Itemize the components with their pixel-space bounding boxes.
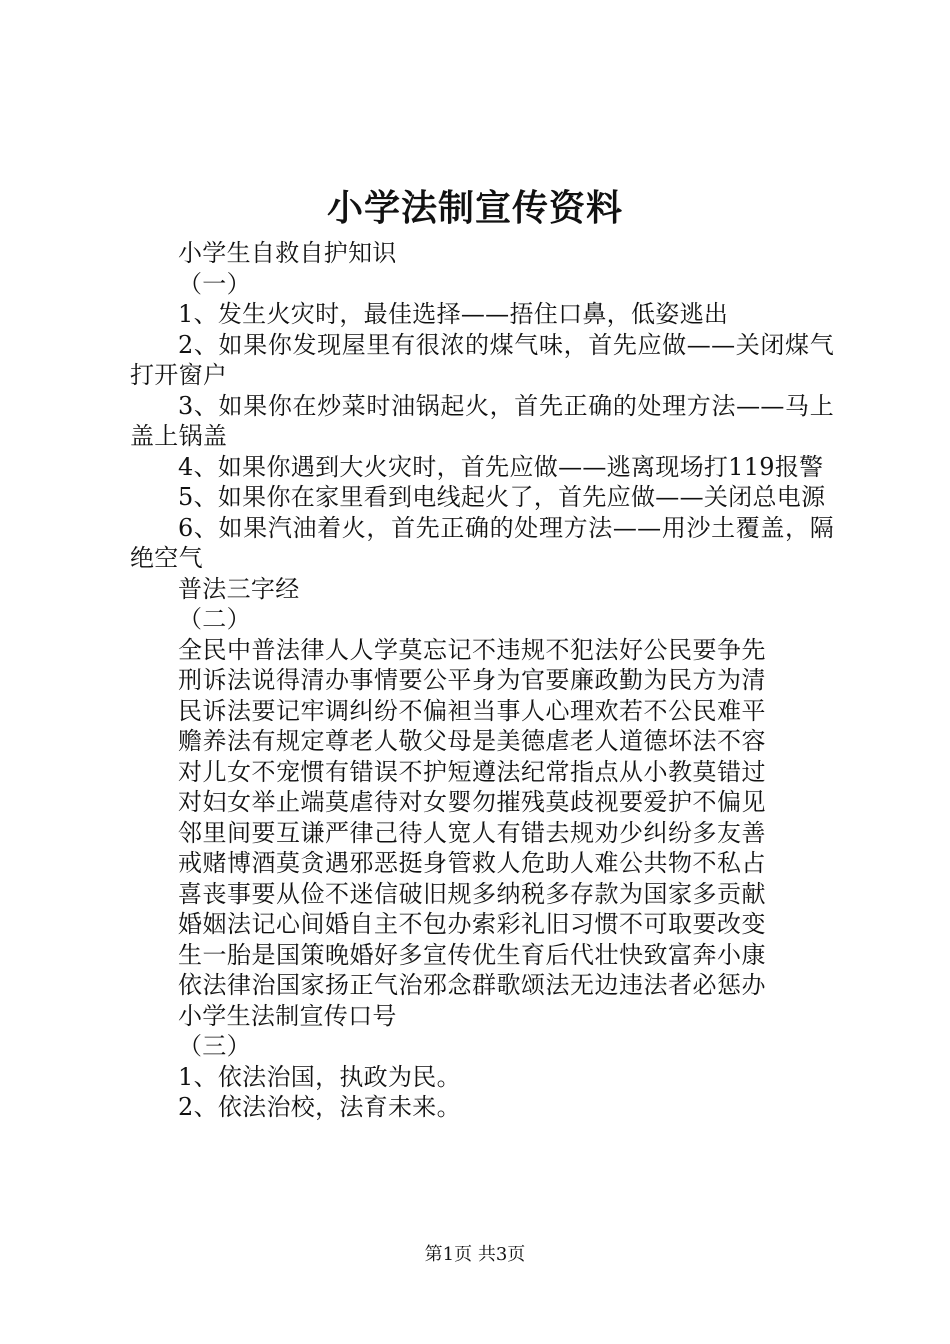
page-footer: 第1页 共3页 (424, 1244, 526, 1265)
paragraph: 5、如果你在家里看到电线起火了，首先应做——关闭总电源 (178, 483, 826, 511)
verse-line: 刑诉法说得清办事情要公平身为官要廉政勤为民方为清 (178, 666, 766, 694)
paragraph: （三） (178, 1032, 251, 1060)
verse-line: 对儿女不宠惯有错误不护短遵法纪常指点从小教莫错过 (178, 757, 766, 786)
verse-line: 戒赌博酒莫贪遇邪恶挺身管救人危助人难公共物不私占 (178, 849, 766, 877)
verse-line: 依法律治国家扬正气治邪念群歌颂法无边违法者必惩办 (178, 971, 766, 999)
verse-line: 民诉法要记牢调纠纷不偏袒当事人心理欢若不公民难平 (178, 696, 766, 725)
paragraph: （二） (178, 605, 251, 633)
paragraph: 1、发生火灾时，最佳选择——捂住口鼻，低姿逃出 (178, 300, 729, 328)
verse-line: 婚姻法记心间婚自主不包办索彩礼旧习惯不可取要改变 (178, 910, 766, 938)
paragraph: 普法三字经 (178, 574, 300, 603)
paragraph: 4、如果你遇到大火灾时，首先应做——逃离现场打119报警 (178, 452, 824, 481)
verse-line: 全民中普法律人人学莫忘记不违规不犯法好公民要争先 (178, 635, 766, 664)
verse-line: 对妇女举止端莫虐待对女婴勿摧残莫歧视要爱护不偏见 (178, 788, 766, 816)
paragraph: 小学生法制宣传口号 (178, 1001, 397, 1030)
document-title: 小学法制宣传资料 (326, 187, 623, 229)
document-body (130, 238, 834, 1123)
paragraph: 2、依法治校，法育未来。 (178, 1093, 461, 1121)
paragraph: 6、如果汽油着火，首先正确的处理方法——用沙土覆盖，隔绝空气 (130, 513, 834, 572)
paragraph: 2、如果你发现屋里有很浓的煤气味，首先应做——关闭煤气打开窗户 (130, 330, 834, 389)
verse-line: 邻里间要互谦严律己待人宽人有错去规劝少纠纷多友善 (178, 818, 766, 847)
verse-line: 赡养法有规定尊老人敬父母是美德虐老人道德坏法不容 (178, 727, 766, 755)
paragraph: 1、依法治国，执政为民。 (178, 1062, 461, 1091)
paragraph: 小学生自救自护知识 (178, 239, 397, 267)
paragraph: 3、如果你在炒菜时油锅起火，首先正确的处理方法——马上盖上锅盖 (130, 391, 834, 450)
verse-line: 喜丧事要从俭不迷信破旧规多纳税多存款为国家多贡献 (178, 879, 766, 908)
verse-line: 生一胎是国策晚婚好多宣传优生育后代壮快致富奔小康 (178, 940, 766, 969)
paragraph: （一） (178, 269, 251, 298)
